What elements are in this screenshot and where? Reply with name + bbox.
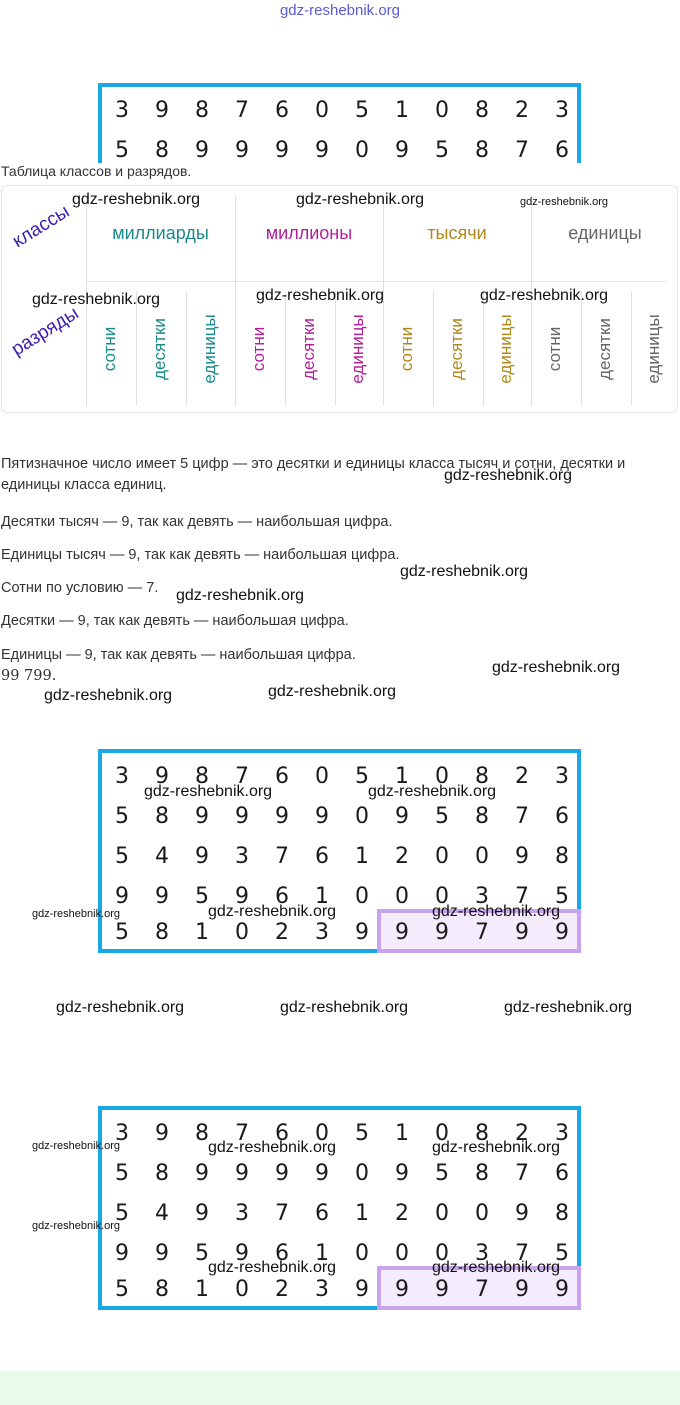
rank-tens: десятки: [299, 318, 318, 380]
digit: 8: [155, 1161, 169, 1186]
digit: 9: [275, 138, 289, 163]
digit: 1: [395, 1121, 409, 1146]
digit: 7: [275, 1201, 289, 1226]
watermark: gdz-reshebnik.org: [32, 1220, 121, 1232]
footer-bar: [0, 1371, 680, 1405]
digit: 0: [315, 1121, 329, 1146]
digit: 5: [435, 138, 449, 163]
digit: 7: [515, 804, 529, 829]
digit: 8: [155, 1277, 169, 1302]
digit: 7: [515, 1161, 529, 1186]
digit: 5: [355, 98, 369, 123]
watermark: gdz-reshebnik.org: [72, 191, 201, 208]
digit: 8: [195, 764, 209, 789]
digit: 8: [475, 1121, 489, 1146]
watermark: gdz-reshebnik.org: [176, 587, 305, 604]
digit: 0: [435, 884, 449, 909]
digit: 8: [555, 844, 569, 869]
digit: 5: [115, 1201, 129, 1226]
digit: 8: [155, 804, 169, 829]
digit: 0: [435, 1241, 449, 1266]
digit: 5: [115, 138, 129, 163]
digit-grid-full-1: [98, 749, 581, 953]
digit: 9: [555, 920, 569, 945]
digit: 6: [275, 98, 289, 123]
digit: 1: [395, 98, 409, 123]
digit: 6: [275, 884, 289, 909]
rank-units: единицы: [496, 314, 515, 384]
digit: 9: [515, 1201, 529, 1226]
watermark: gdz-reshebnik.org: [32, 291, 161, 308]
digit: 2: [515, 1121, 529, 1146]
digit: 9: [275, 804, 289, 829]
digit: 0: [355, 138, 369, 163]
solution-paragraph-4: Сотни по условию — 7.: [1, 580, 159, 596]
digit: 4: [155, 844, 169, 869]
digit: 5: [355, 764, 369, 789]
digit: 0: [435, 844, 449, 869]
digit: 5: [195, 1241, 209, 1266]
digit: 8: [475, 1161, 489, 1186]
digit: 2: [515, 98, 529, 123]
digit: 3: [555, 764, 569, 789]
digit: 4: [155, 1201, 169, 1226]
solution-paragraph-6: Единицы — 9, так как девять — наибольшая цифра.: [1, 647, 356, 663]
digit: 5: [115, 920, 129, 945]
digit: 7: [515, 1241, 529, 1266]
digit: 8: [475, 138, 489, 163]
digit: 9: [555, 1277, 569, 1302]
watermark: gdz-reshebnik.org: [432, 903, 561, 920]
solution-paragraph-1: Пятизначное число имеет 5 цифр — это десятки и единицы класса тысяч и сотни, десятки и единицы класса единиц.: [1, 456, 626, 493]
digit: 0: [395, 884, 409, 909]
digit: 2: [275, 920, 289, 945]
watermark: gdz-reshebnik.org: [268, 683, 397, 700]
watermark: gdz-reshebnik.org: [208, 1259, 337, 1276]
digit: 5: [435, 804, 449, 829]
digit: 9: [395, 1277, 409, 1302]
digit: 6: [555, 138, 569, 163]
digit: 9: [275, 1161, 289, 1186]
digit: 1: [195, 1277, 209, 1302]
rank-hundreds: сотни: [100, 326, 119, 372]
digit: 9: [155, 884, 169, 909]
digit: 3: [555, 98, 569, 123]
watermark: gdz-reshebnik.org: [56, 999, 185, 1016]
digit: 7: [475, 1277, 489, 1302]
row-label-classes: классы: [8, 201, 74, 253]
digit: 9: [395, 138, 409, 163]
digit: 9: [395, 920, 409, 945]
watermark: gdz-reshebnik.org: [480, 287, 609, 304]
watermark: gdz-reshebnik.org: [280, 999, 409, 1016]
watermark: gdz-reshebnik.org: [520, 196, 609, 208]
rank-units: единицы: [644, 314, 663, 384]
watermark: gdz-reshebnik.org: [32, 908, 121, 920]
digit: 1: [195, 920, 209, 945]
digit: 3: [475, 1241, 489, 1266]
digit: 3: [235, 844, 249, 869]
digit: 2: [395, 844, 409, 869]
digit: 0: [355, 804, 369, 829]
digit: 9: [115, 884, 129, 909]
digit: 5: [115, 1161, 129, 1186]
watermark: gdz-reshebnik.org: [144, 783, 273, 800]
digit: 3: [115, 98, 129, 123]
digit: 9: [155, 98, 169, 123]
digit: 5: [115, 804, 129, 829]
digit: 9: [195, 804, 209, 829]
watermark: gdz-reshebnik.org: [256, 287, 385, 304]
digit: 9: [115, 1241, 129, 1266]
digit: 9: [515, 1277, 529, 1302]
digit: 7: [275, 844, 289, 869]
rank-hundreds: сотни: [545, 326, 564, 372]
rank-tens: десятки: [150, 318, 169, 380]
digit: 3: [115, 764, 129, 789]
digit: 1: [355, 844, 369, 869]
digit: 6: [275, 1121, 289, 1146]
digit: 2: [275, 1277, 289, 1302]
digit: 3: [315, 1277, 329, 1302]
digit: 9: [435, 1277, 449, 1302]
digit: 5: [115, 844, 129, 869]
digit: 5: [555, 1241, 569, 1266]
digit: 6: [275, 764, 289, 789]
digit: 2: [395, 1201, 409, 1226]
digit: 9: [315, 138, 329, 163]
digit: 9: [155, 1241, 169, 1266]
digit: 5: [555, 884, 569, 909]
rank-hundreds: сотни: [249, 326, 268, 372]
solution-paragraph-2: Десятки тысяч — 9, так как девять — наибольшая цифра.: [1, 514, 393, 530]
watermark: gdz-reshebnik.org: [368, 783, 497, 800]
class-units: единицы: [568, 223, 642, 243]
digit: 6: [315, 1201, 329, 1226]
digit: 9: [355, 920, 369, 945]
digit: 8: [475, 804, 489, 829]
digit: 8: [475, 764, 489, 789]
solution-paragraph-5: Десятки — 9, так как девять — наибольшая цифра.: [1, 613, 349, 629]
digit: 9: [195, 1201, 209, 1226]
digit: 7: [515, 884, 529, 909]
digit: 9: [515, 920, 529, 945]
watermark: gdz-reshebnik.org: [32, 1140, 121, 1152]
digit: 9: [155, 1121, 169, 1146]
digit: 0: [235, 920, 249, 945]
digit: 9: [315, 804, 329, 829]
digit: 0: [435, 764, 449, 789]
digit: 8: [155, 920, 169, 945]
watermark: gdz-reshebnik.org: [492, 659, 621, 676]
watermark: gdz-reshebnik.org: [444, 467, 573, 484]
rank-tens: десятки: [595, 318, 614, 380]
digit: 9: [235, 884, 249, 909]
digit: 1: [315, 1241, 329, 1266]
digit: 0: [435, 1121, 449, 1146]
digit: 0: [435, 98, 449, 123]
digit: 9: [395, 804, 409, 829]
watermark: gdz-reshebnik.org: [432, 1259, 561, 1276]
digit: 3: [475, 884, 489, 909]
digit: 7: [475, 920, 489, 945]
digit: 5: [355, 1121, 369, 1146]
watermark: gdz-reshebnik.org: [400, 563, 529, 580]
row-label-ranks: разряды: [7, 302, 83, 361]
digit: 9: [235, 1241, 249, 1266]
digit: 6: [555, 804, 569, 829]
digit: 0: [395, 1241, 409, 1266]
digit: 9: [195, 138, 209, 163]
digit: 6: [555, 1161, 569, 1186]
digit: 9: [395, 1161, 409, 1186]
watermark: gdz-reshebnik.org: [504, 999, 633, 1016]
table-caption: Таблица классов и разрядов.: [1, 163, 192, 179]
digit: 0: [475, 844, 489, 869]
rank-hundreds: сотни: [397, 326, 416, 372]
digit: 8: [195, 1121, 209, 1146]
digit: 9: [435, 920, 449, 945]
rank-units: единицы: [348, 314, 367, 384]
digit-grid-small: [98, 83, 581, 163]
digit-grid-full-2: [98, 1106, 581, 1310]
digit: 1: [315, 884, 329, 909]
header-link[interactable]: gdz-reshebnik.org: [279, 2, 401, 19]
solution-paragraph-3: Единицы тысяч — 9, так как девять — наибольшая цифра.: [1, 547, 400, 563]
class-millions: миллионы: [265, 223, 353, 243]
digit: 3: [235, 1201, 249, 1226]
digit: 0: [475, 1201, 489, 1226]
digit: 8: [475, 98, 489, 123]
digit: 1: [355, 1201, 369, 1226]
rank-tens: десятки: [447, 318, 466, 380]
watermark: gdz-reshebnik.org: [296, 191, 425, 208]
class-thousands: тысячи: [427, 223, 487, 243]
digit: 0: [355, 1161, 369, 1186]
digit: 9: [235, 804, 249, 829]
digit: 9: [515, 844, 529, 869]
digit: 5: [435, 1161, 449, 1186]
digit: 0: [435, 1201, 449, 1226]
digit: 5: [115, 1277, 129, 1302]
class-billions: миллиарды: [112, 223, 209, 243]
digit: 5: [195, 884, 209, 909]
digit: 3: [315, 920, 329, 945]
solution-answer: 99 799.: [1, 668, 57, 684]
digit: 0: [355, 1241, 369, 1266]
digit: 0: [315, 764, 329, 789]
digit: 6: [275, 1241, 289, 1266]
watermark: gdz-reshebnik.org: [208, 1139, 337, 1156]
digit: 8: [555, 1201, 569, 1226]
digit: 3: [115, 1121, 129, 1146]
digit: 9: [195, 844, 209, 869]
rank-units: единицы: [200, 314, 219, 384]
digit: 0: [355, 884, 369, 909]
digit: 7: [235, 764, 249, 789]
watermark: gdz-reshebnik.org: [432, 1139, 561, 1156]
watermark: gdz-reshebnik.org: [208, 903, 337, 920]
digit: 8: [195, 98, 209, 123]
digit: 2: [515, 764, 529, 789]
digit: 1: [395, 764, 409, 789]
digit: 6: [315, 844, 329, 869]
digit: 3: [555, 1121, 569, 1146]
digit: 9: [315, 1161, 329, 1186]
digit: 9: [355, 1277, 369, 1302]
digit: 7: [235, 1121, 249, 1146]
digit: 7: [235, 98, 249, 123]
digit: 0: [235, 1277, 249, 1302]
digit: 9: [235, 138, 249, 163]
digit: 9: [195, 1161, 209, 1186]
digit: 9: [155, 764, 169, 789]
digit: 9: [235, 1161, 249, 1186]
digit: 0: [315, 98, 329, 123]
digit: 7: [515, 138, 529, 163]
digit: 8: [155, 138, 169, 163]
watermark: gdz-reshebnik.org: [44, 687, 173, 704]
